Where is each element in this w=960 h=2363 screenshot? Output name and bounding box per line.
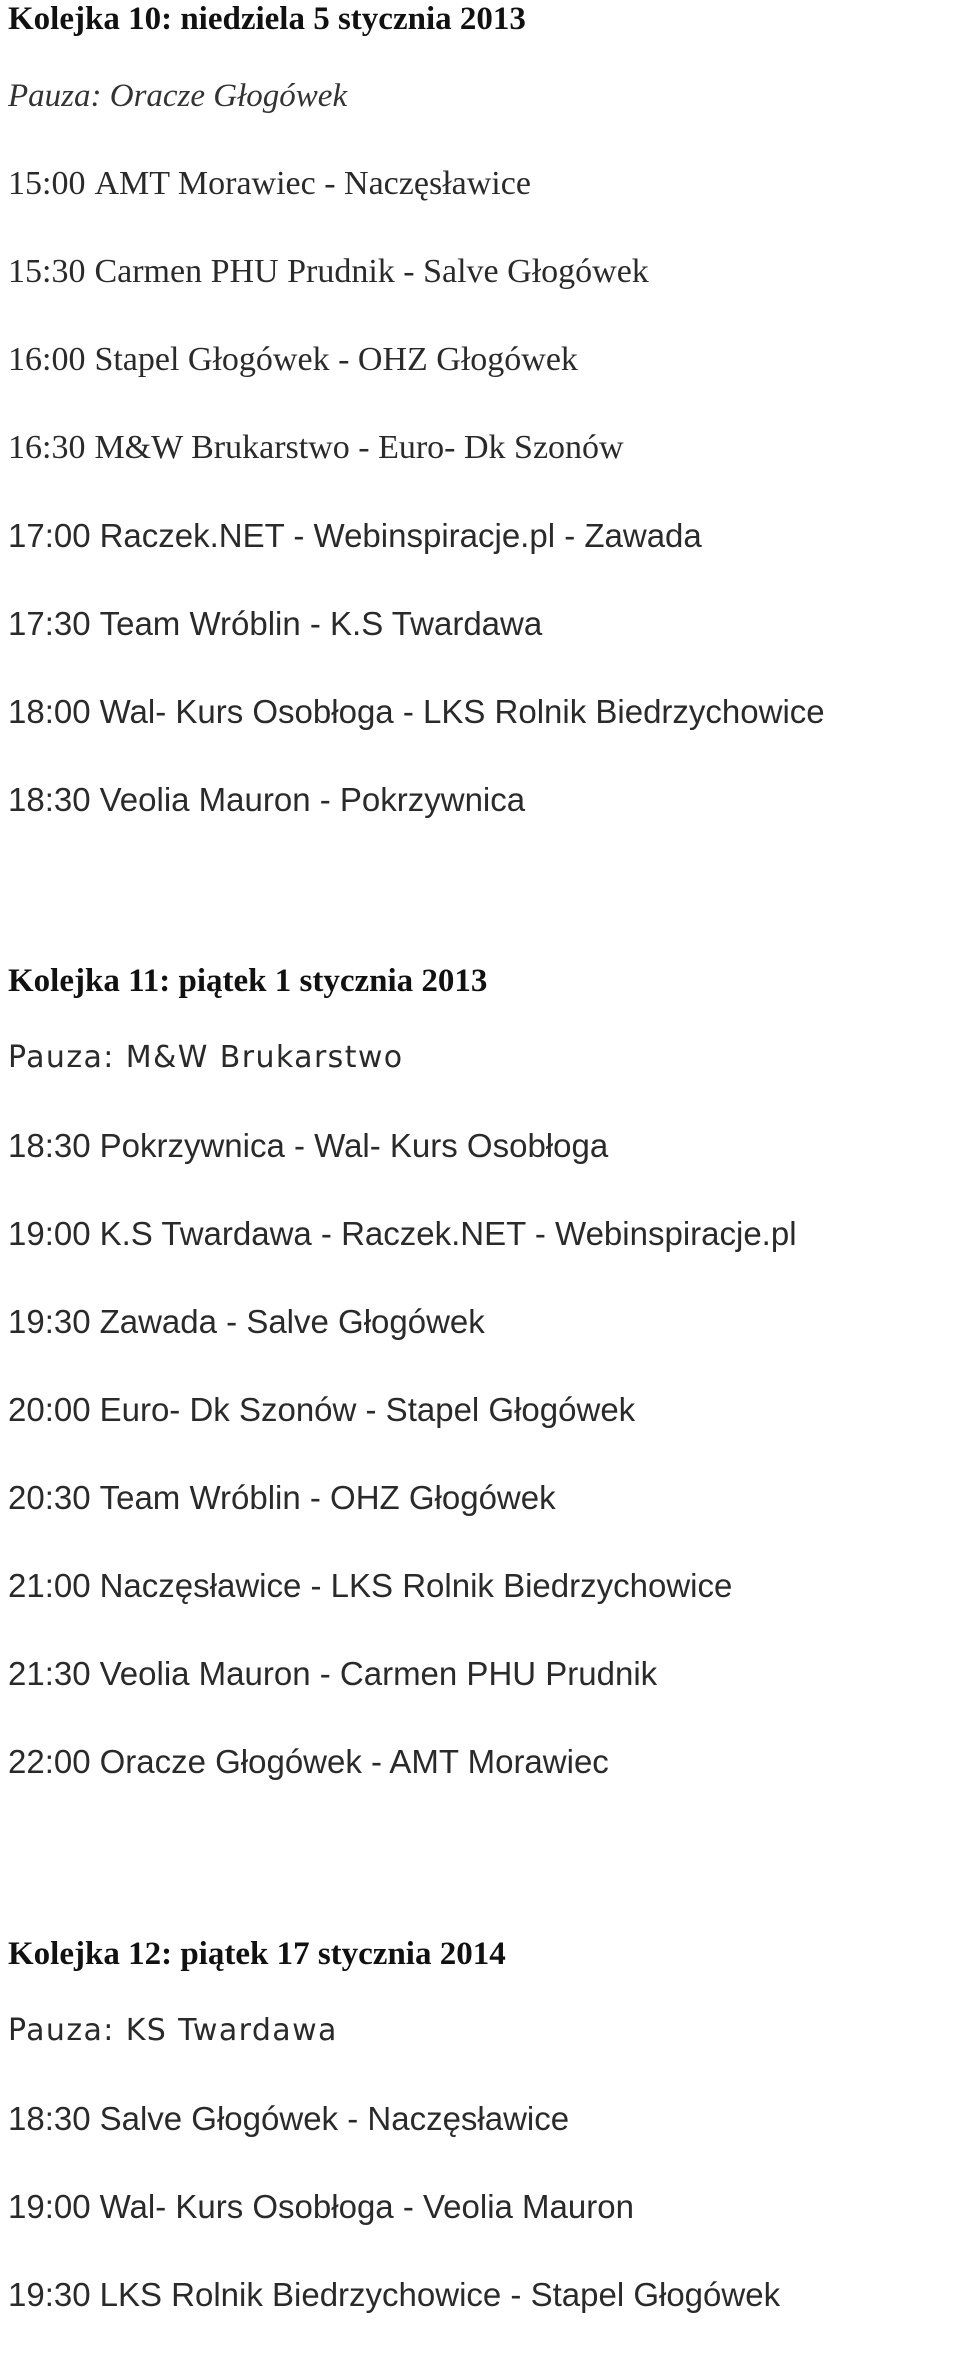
round-10	[8, 0, 958, 868]
match-row	[8, 1214, 958, 1302]
match-time: 16:30	[8, 429, 86, 466]
match-teams: Team Wróblin - K.S Twardawa	[99, 605, 543, 642]
match-teams: Pokrzywnica - Wal- Kurs Osobłoga	[99, 1127, 609, 1164]
match-row	[8, 1566, 958, 1654]
match-teams: Team Wróblin - OHZ Głogówek	[99, 1479, 556, 1516]
round-pause: Pauza: Oracze Głogówek	[8, 78, 348, 114]
match-time: 20:00	[8, 1391, 91, 1428]
match-time: 18:30	[8, 781, 91, 818]
match-time: 16:00	[8, 341, 86, 378]
match-time: 19:00	[8, 1215, 91, 1252]
match-teams: Zawada - Salve Głogówek	[99, 1303, 485, 1340]
match-row	[8, 340, 958, 428]
match-teams: Salve Głogówek - Naczęsławice	[99, 2100, 570, 2137]
match-time: 22:00	[8, 1743, 91, 1780]
round-11	[8, 962, 958, 1830]
match-time: 18:30	[8, 2100, 91, 2137]
match-row	[8, 2187, 958, 2275]
match-time: 19:00	[8, 2188, 91, 2225]
match-time: 17:30	[8, 605, 91, 642]
round-pause: Pauza: M&W Brukarstwo	[8, 1040, 404, 1075]
match-teams: Veolia Mauron - Carmen PHU Prudnik	[99, 1655, 658, 1692]
match-teams: LKS Rolnik Biedrzychowice - Stapel Głogówek	[99, 2276, 781, 2313]
match-teams: Naczęsławice - LKS Rolnik Biedrzychowice	[99, 1567, 733, 1604]
match-row	[8, 252, 958, 340]
round-heading: Kolejka 10: niedziela 5 stycznia 2013	[8, 1, 526, 37]
match-teams: Carmen PHU Prudnik - Salve Głogówek	[94, 253, 649, 290]
match-time: 18:00	[8, 693, 91, 730]
round-pause: Pauza: KS Twardawa	[8, 2013, 338, 2048]
match-row	[8, 164, 958, 252]
match-teams: K.S Twardawa - Raczek.NET - Webinspiracje.pl	[99, 1215, 797, 1252]
match-time: 19:30	[8, 1303, 91, 1340]
match-time: 18:30	[8, 1127, 91, 1164]
match-time: 15:30	[8, 253, 86, 290]
match-time: 21:00	[8, 1567, 91, 1604]
match-row	[8, 1654, 958, 1742]
match-teams: Wal- Kurs Osobłoga - Veolia Mauron	[99, 2188, 634, 2225]
match-row	[8, 780, 958, 868]
match-row	[8, 1742, 958, 1830]
match-row	[8, 428, 958, 516]
match-time: 15:00	[8, 165, 86, 202]
match-time: 21:30	[8, 1655, 91, 1692]
round-heading: Kolejka 12: piątek 17 stycznia 2014	[8, 1936, 506, 1972]
match-teams: AMT Morawiec - Naczęsławice	[94, 165, 531, 202]
match-teams: Euro- Dk Szonów - Stapel Głogówek	[99, 1391, 636, 1428]
match-row	[8, 692, 958, 780]
match-teams: Wal- Kurs Osobłoga - LKS Rolnik Biedrzychowice	[99, 693, 825, 730]
match-teams: Veolia Mauron - Pokrzywnica	[99, 781, 526, 818]
match-row	[8, 604, 958, 692]
match-teams: M&W Brukarstwo - Euro- Dk Szonów	[94, 429, 624, 466]
match-row	[8, 1126, 958, 1214]
match-teams: Stapel Głogówek - OHZ Głogówek	[94, 341, 578, 378]
match-row	[8, 2099, 958, 2187]
match-row	[8, 1302, 958, 1390]
match-teams: Raczek.NET - Webinspiracje.pl - Zawada	[99, 517, 702, 554]
match-row	[8, 1478, 958, 1566]
round-heading: Kolejka 11: piątek 1 stycznia 2013	[8, 963, 488, 999]
match-time: 20:30	[8, 1479, 91, 1516]
round-12	[8, 1935, 958, 2363]
match-teams: Oracze Głogówek - AMT Morawiec	[99, 1743, 609, 1780]
match-time: 17:00	[8, 517, 91, 554]
match-row	[8, 1390, 958, 1478]
match-row	[8, 516, 958, 604]
match-time: 19:30	[8, 2276, 91, 2313]
match-row	[8, 2275, 958, 2363]
